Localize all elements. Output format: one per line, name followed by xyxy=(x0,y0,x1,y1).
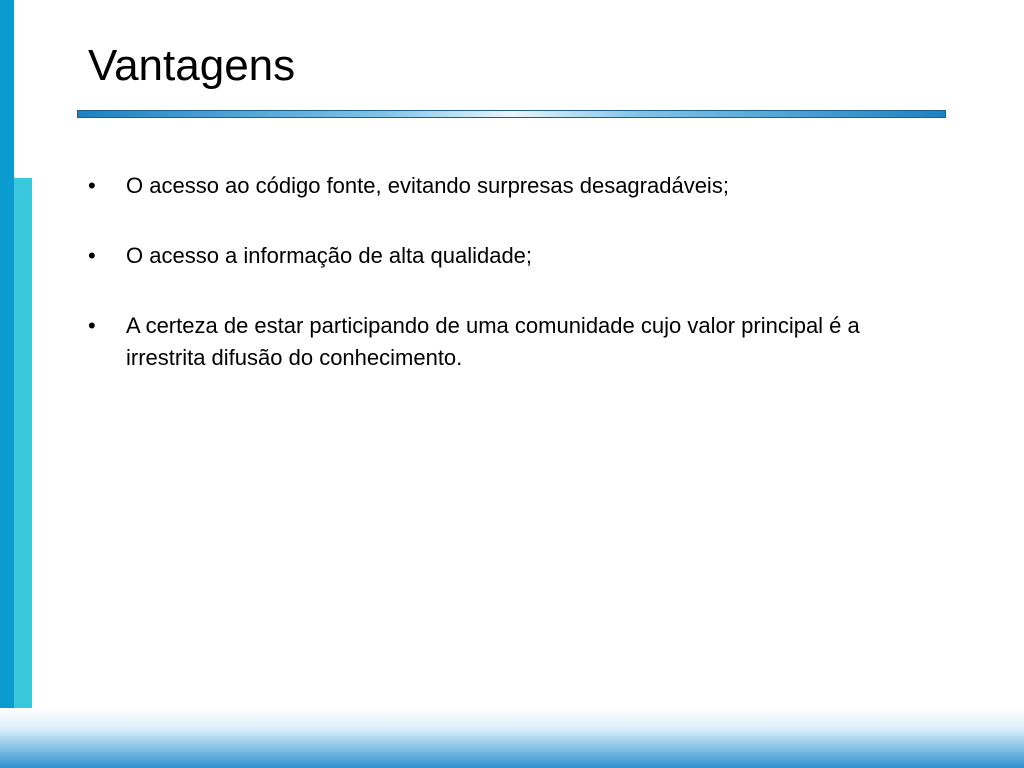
title-divider xyxy=(77,110,946,118)
bullet-marker: • xyxy=(88,173,96,198)
bottom-gradient-band xyxy=(0,708,1024,768)
bullet-text: O acesso a informação de alta qualidade; xyxy=(126,243,533,268)
bullet-text: A certeza de estar participando de uma comunidade cujo valor principal é a irrestrita difusão do conhecimento. xyxy=(126,313,860,370)
left-accent-inner-bar xyxy=(14,178,32,731)
bullet-text: O acesso ao código fonte, evitando surpresas desagradáveis; xyxy=(126,173,729,198)
bullet-item xyxy=(88,310,888,374)
slide-title: Vantagens xyxy=(88,41,296,90)
bullet-marker: • xyxy=(88,313,96,338)
bullet-item xyxy=(88,240,888,272)
bullet-marker: • xyxy=(88,243,96,268)
bullet-item xyxy=(88,170,888,202)
left-accent-bar xyxy=(0,0,14,768)
bullet-list xyxy=(88,170,888,412)
